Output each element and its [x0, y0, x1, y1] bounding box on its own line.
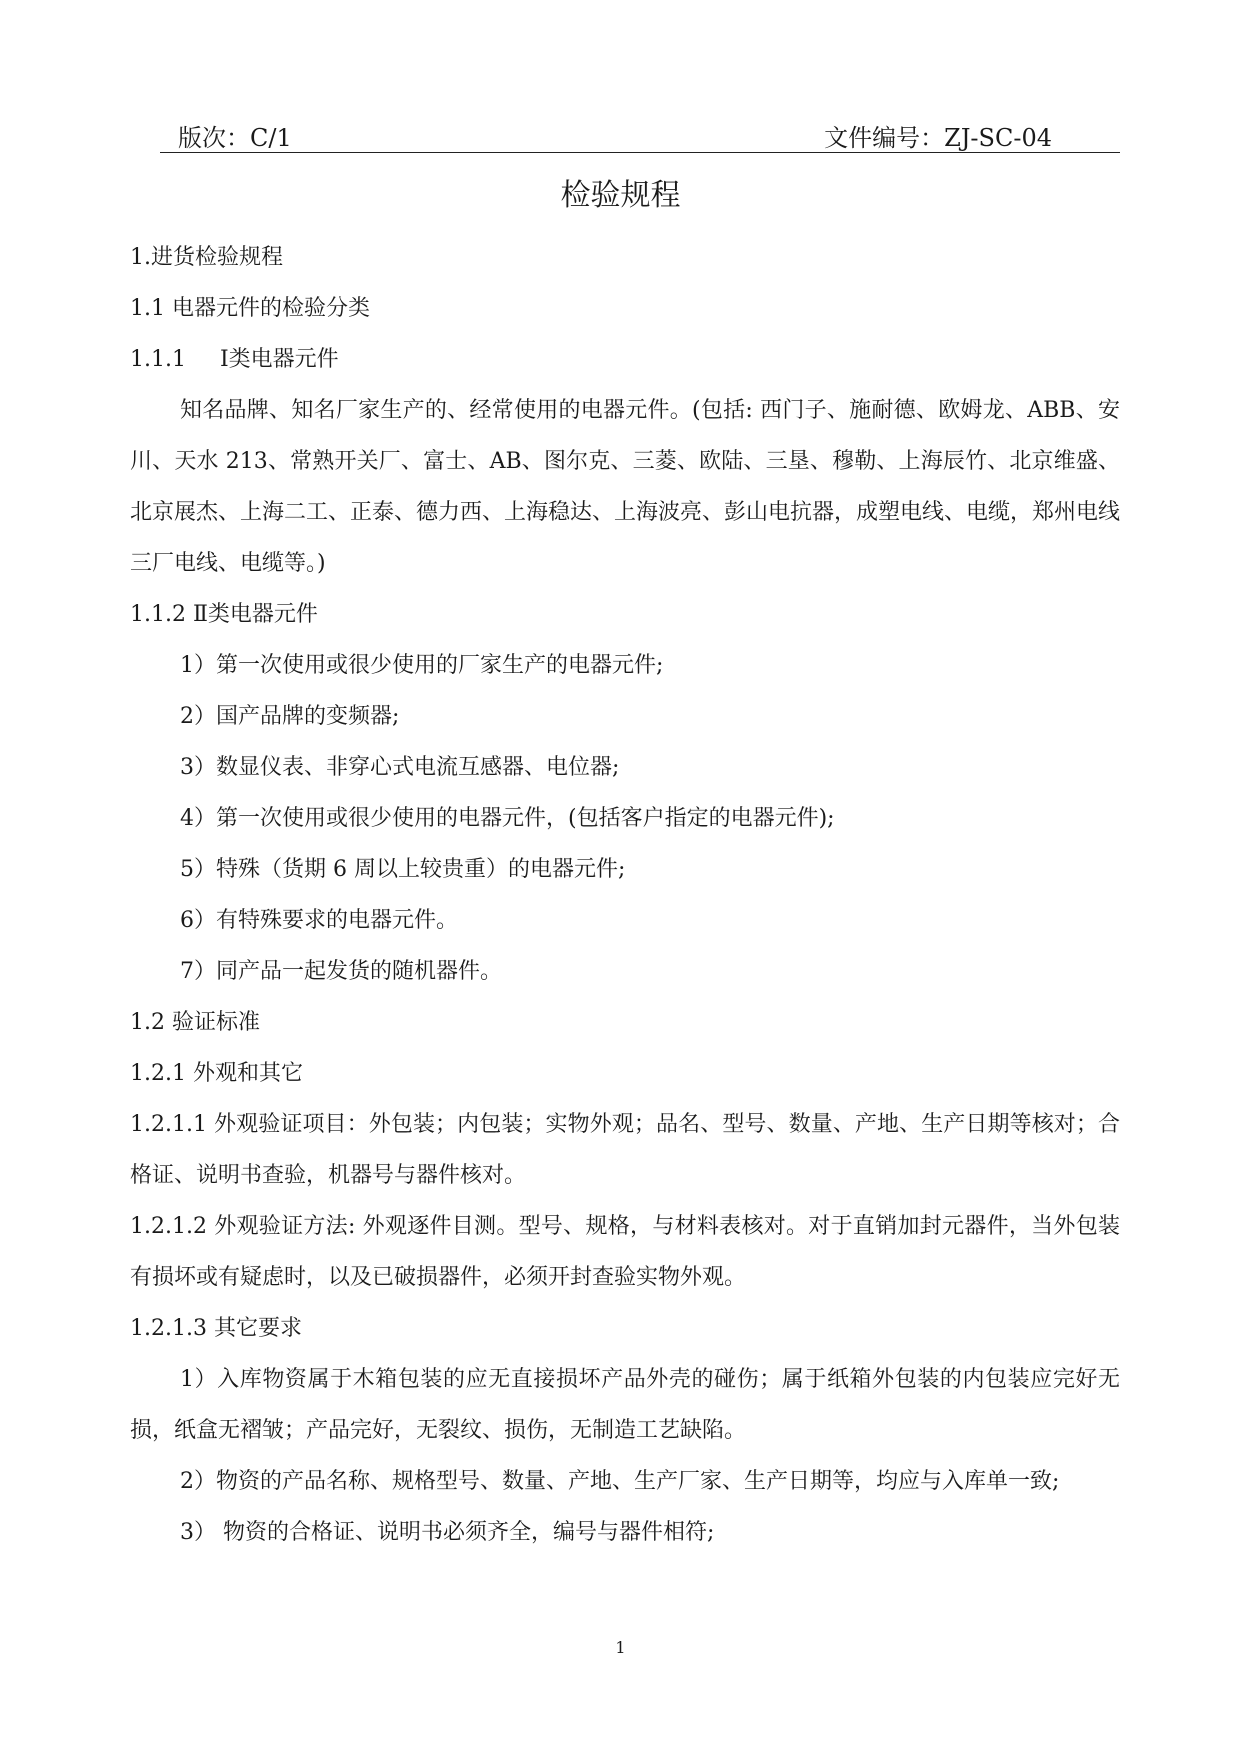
heading-1-1-1: [130, 334, 1120, 385]
list-item: 7）同产品一起发货的随机器件。: [180, 959, 502, 984]
class1-paragraph: 知名品牌、知名厂家生产的、经常使用的电器元件。(包括: 西门子、施耐德、欧姆龙、ABB、安川、天水 213、常熟开关厂、富士、AB、图尔克、三菱、欧陆、三垦、穆勒、上海辰竹、北京维盛、北京展杰、上海二工、正泰、德力西、上海稳达、上海波亮、彭山电抗器，成塑电线、电缆，郑州电线三厂电线、电缆等。): [130, 398, 1121, 576]
page-number: 1: [615, 1638, 626, 1657]
document-title: 检验规程: [560, 178, 681, 213]
heading-1-2: 1.2 验证标准: [130, 1010, 260, 1035]
list-item: 5）特殊（货期 6 周以上较贵重）的电器元件;: [180, 857, 626, 882]
list-item: 2）国产品牌的变频器;: [180, 704, 400, 729]
heading-1-2-1-3: 1.2.1.3 其它要求: [130, 1316, 302, 1341]
heading-1: 1.进货检验规程: [130, 245, 283, 270]
document-number: 文件编号：ZJ-SC-04: [824, 124, 1052, 152]
page-header: [160, 118, 1120, 153]
version-label: 版次：C/1: [178, 124, 292, 152]
heading-1-1-1-number: 1.1.1: [130, 347, 186, 372]
list-item: 2）物资的产品名称、规格型号、数量、产地、生产厂家、生产日期等，均应与入库单一致;: [180, 1469, 1060, 1494]
heading-1-2-1: 1.2.1 外观和其它: [130, 1061, 303, 1086]
heading-1-1-2: 1.1.2 Ⅱ类电器元件: [130, 602, 318, 627]
heading-1-1: 1.1 电器元件的检验分类: [130, 296, 370, 321]
list-item: 1）第一次使用或很少使用的厂家生产的电器元件;: [180, 653, 664, 678]
list-item: 3）数显仪表、非穿心式电流互感器、电位器;: [180, 755, 620, 780]
paragraph-1-2-1-2: 1.2.1.2 外观验证方法: 外观逐件目测。型号、规格，与材料表核对。对于直销加封元器件，当外包装有损坏或有疑虑时，以及已破损器件，必须开封查验实物外观。: [130, 1214, 1120, 1290]
document-body: [130, 232, 1120, 1558]
list-item: 6）有特殊要求的电器元件。: [180, 908, 458, 933]
heading-1-1-1-text: Ⅰ类电器元件: [219, 347, 339, 372]
list-item: 4）第一次使用或很少使用的电器元件，(包括客户指定的电器元件);: [180, 806, 835, 831]
list-item: 3） 物资的合格证、说明书必须齐全，编号与器件相符;: [180, 1520, 715, 1545]
paragraph-1-2-1-1: 1.2.1.1 外观验证项目：外包装；内包装；实物外观；品名、型号、数量、产地、生产日期等核对；合格证、说明书查验，机器号与器件核对。: [130, 1112, 1120, 1188]
list-item: 1）入库物资属于木箱包装的应无直接损坏产品外壳的碰伤；属于纸箱外包装的内包装应完好无损，纸盒无褶皱；产品完好，无裂纹、损伤，无制造工艺缺陷。: [130, 1367, 1120, 1443]
